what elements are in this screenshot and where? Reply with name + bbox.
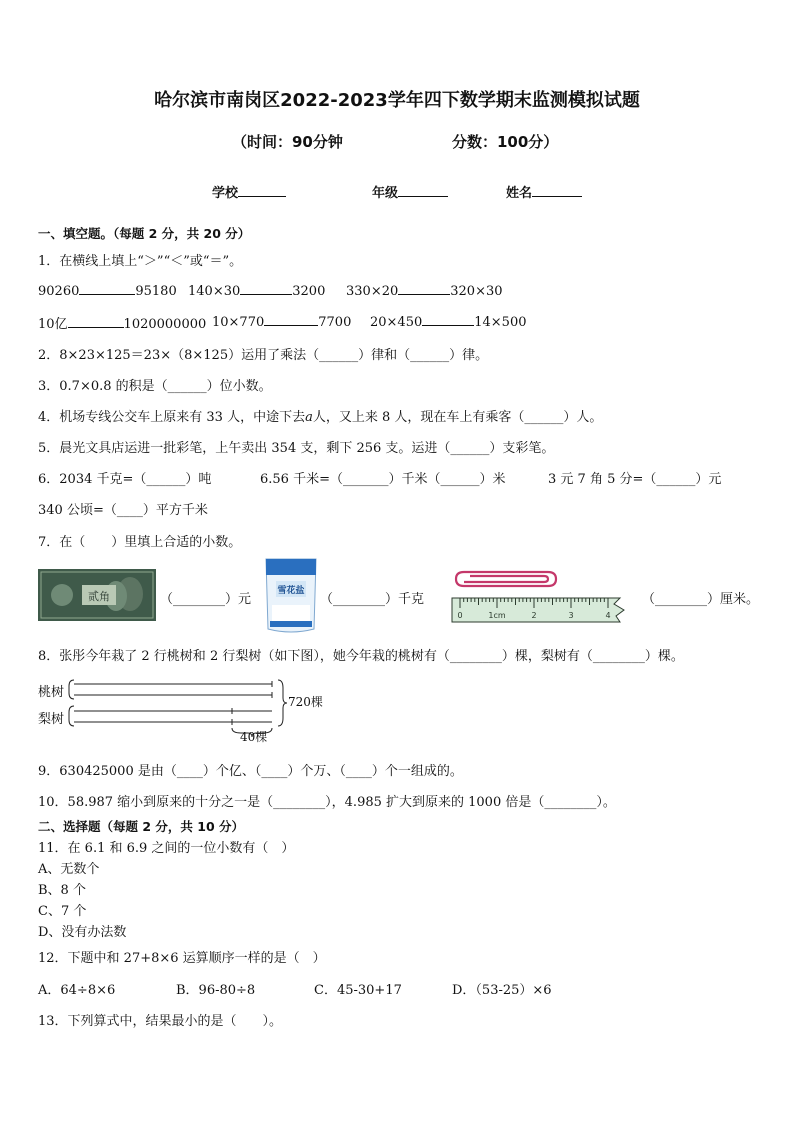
ruler-tick-label: 3 xyxy=(568,611,574,620)
salt-bag-label: 雪花盐 xyxy=(277,586,305,596)
q7-answer-mass: （________）千克 xyxy=(320,592,425,607)
question-6-part-1: 6．2034 千克=（______）吨 xyxy=(38,472,212,487)
q12-option-b: B．96-80÷8 xyxy=(176,983,256,998)
page-title: 哈尔滨市南岗区2022-2023学年四下数学期末监测模拟试题 xyxy=(154,90,640,111)
question-2: 2．8×23×125＝23×（8×125）运用了乘法（______）律和（______）律。 xyxy=(38,348,489,363)
section-heading-fill-blank: 一、填空题。（每题 2 分，共 20 分） xyxy=(38,226,251,241)
question-6-part-3: 3 元 7 角 5 分=（______）元 xyxy=(548,472,722,487)
question-8-stem: 8．张彤今年栽了 2 行桃树和 2 行梨树（如下图），她今年栽的桃树有（________）棵，梨树有（________）棵。 xyxy=(38,649,684,664)
total-trees-label: 720棵 xyxy=(288,695,323,709)
peach-label: 桃树 xyxy=(38,685,65,700)
exam-score: 分数：100分） xyxy=(452,133,559,151)
q1-item: 90260 95180 xyxy=(38,284,177,299)
question-7-stem: 7．在（ ）里填上合适的小数。 xyxy=(38,535,242,550)
q1-item: 10×770 7700 xyxy=(212,315,352,330)
paperclip-icon xyxy=(456,572,556,586)
name-field: 姓名 xyxy=(506,182,582,201)
total-brace xyxy=(278,680,287,726)
question-13-stem: 13．下列算式中，结果最小的是（ ）。 xyxy=(38,1014,283,1029)
school-field: 学校 xyxy=(212,182,286,201)
question-9: 9．630425000 是由（____）个亿、（____）个万、（____）个一组成的。 xyxy=(38,764,463,779)
question-3: 3．0.7×0.8 的积是（______）位小数。 xyxy=(38,379,272,394)
q12-option-a: A．64÷8×6 xyxy=(38,983,116,998)
question-12-stem: 12．下题中和 27+8×6 运算顺序一样的是（ ） xyxy=(38,951,326,966)
q1-item: 330×20 320×30 xyxy=(346,284,503,299)
q11-option-b: B、8 个 xyxy=(38,883,86,898)
question-1-stem: 1．在横线上填上“＞”“＜”或“＝”。 xyxy=(38,254,243,269)
grade-field: 年级 xyxy=(372,182,448,201)
question-10: 10．58.987 缩小到原来的十分之一是（________），4.985 扩大到原来的 1000 倍是（________）。 xyxy=(38,795,616,810)
q12-option-d: D．（53-25）×6 xyxy=(452,983,552,998)
ruler-tick-label: 0 xyxy=(457,611,463,620)
banknote-denomination: 贰角 xyxy=(88,590,110,603)
ruler-tick-label: 4 xyxy=(605,611,611,620)
q7-answer-length: （________）厘米。 xyxy=(642,592,760,607)
q1-item: 10亿 1020000000 xyxy=(38,317,207,332)
q7-answer-money: （________）元 xyxy=(160,592,252,607)
question-6-part-2: 6.56 千米=（_______）千米（______）米 xyxy=(260,472,506,487)
q11-option-c: C、7 个 xyxy=(38,904,87,919)
question-11-stem: 11．在 6.1 和 6.9 之间的一位小数有（ ） xyxy=(38,841,295,856)
paperclip-ruler-image xyxy=(444,568,632,624)
question-4: 4．机场专线公交车上原来有 33 人，中途下去a人，又上来 8 人，现在车上有乘客（______）人。 xyxy=(38,410,603,425)
difference-label: 40棵 xyxy=(240,730,268,744)
q1-item: 140×30 3200 xyxy=(188,284,326,299)
ruler-tick-label: 1cm xyxy=(488,611,506,620)
q11-option-d: D、没有办法数 xyxy=(38,925,127,940)
section-heading-choice: 二、选择题（每题 2 分，共 10 分） xyxy=(38,819,245,834)
q11-option-a: A、无数个 xyxy=(38,862,100,877)
q12-option-c: C．45-30+17 xyxy=(314,983,402,998)
variable-a: a xyxy=(305,410,313,425)
pear-label: 梨树 xyxy=(38,712,65,727)
banknote-image xyxy=(38,569,156,621)
exam-time: （时间：90分钟 xyxy=(232,133,343,151)
peach-brace xyxy=(69,680,74,699)
q1-item: 20×450 14×500 xyxy=(370,315,527,330)
ruler-tick-label: 2 xyxy=(531,611,537,620)
question-6-part-4: 340 公顷=（____）平方千米 xyxy=(38,503,208,518)
question-5: 5．晨光文具店运进一批彩笔，上午卖出 354 支，剩下 256 支。运进（______）支彩笔。 xyxy=(38,441,555,456)
salt-bag-image xyxy=(262,555,320,635)
pear-brace xyxy=(69,706,74,726)
